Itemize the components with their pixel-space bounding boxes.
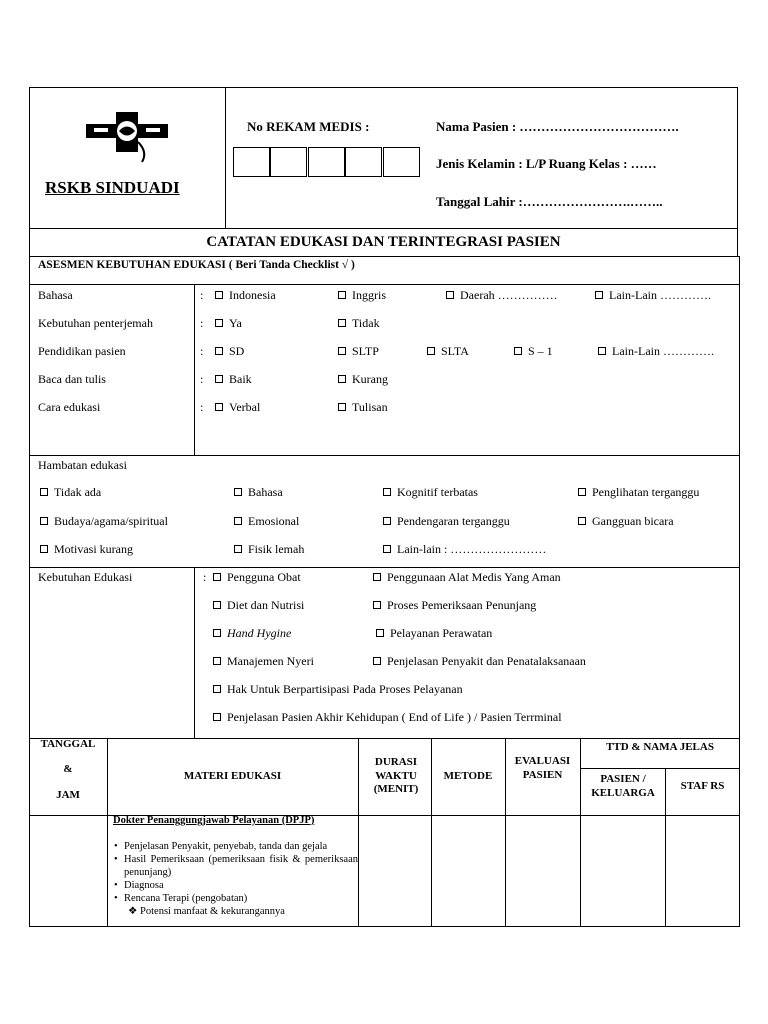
checkbox-proses-pemeriksaan[interactable]: Proses Pemeriksaan Penunjang: [373, 598, 536, 613]
asesmen-label: Pendidikan pasien: [38, 344, 126, 358]
checkbox-tulisan[interactable]: Tulisan: [338, 400, 388, 415]
checkbox-tidak[interactable]: Tidak: [338, 316, 380, 331]
checkbox-daerah[interactable]: Daerah ……………: [446, 288, 558, 303]
header-evaluasi: EVALUASI PASIEN: [514, 755, 571, 781]
checkbox-motivasi[interactable]: Motivasi kurang: [40, 542, 133, 557]
jenis-kelamin-field[interactable]: Jenis Kelamin : L/P Ruang Kelas : ……: [436, 156, 657, 171]
hospital-name: RSKB SINDUADI: [45, 178, 180, 197]
colon: :: [200, 316, 204, 330]
form-title: CATATAN EDUKASI DAN TERINTEGRASI PASIEN: [206, 234, 561, 250]
checkbox-diet[interactable]: Diet dan Nutrisi: [213, 598, 304, 613]
header-divider: [225, 87, 226, 228]
list-item: • Hasil Pemeriksaan (pemeriksaan fisik & pemeriksaan penunjang): [114, 853, 358, 879]
col-line: [580, 738, 581, 927]
checkbox-lain-lain-bahasa[interactable]: Lain-Lain ………….: [595, 288, 711, 303]
rekam-medis-box[interactable]: [270, 147, 307, 177]
list-item: • Diagnosa: [114, 879, 358, 892]
tanggal-lahir-field[interactable]: Tanggal Lahir :…………………….……..: [436, 194, 663, 209]
hambatan-label: Hambatan edukasi: [38, 458, 127, 472]
checkbox-pelayanan-perawatan[interactable]: Pelayanan Perawatan: [376, 626, 492, 641]
checkbox-penjelasan-penyakit[interactable]: Penjelasan Penyakit dan Penatalaksanaan: [373, 654, 586, 669]
checkbox-kurang[interactable]: Kurang: [338, 372, 388, 387]
list-item: • Rencana Terapi (pengobatan): [114, 892, 358, 905]
checkbox-gangguan-bicara[interactable]: Gangguan bicara: [578, 514, 674, 529]
header-ttd: TTD & NAMA JELAS: [606, 741, 714, 754]
checkbox-bahasa-hambatan[interactable]: Bahasa: [234, 485, 283, 500]
checkbox-inggris[interactable]: Inggris: [338, 288, 386, 303]
hospital-logo-icon: [86, 112, 168, 164]
rekam-medis-box[interactable]: [233, 147, 270, 177]
checkbox-kognitif[interactable]: Kognitif terbatas: [383, 485, 478, 500]
asesmen-label: Baca dan tulis: [38, 372, 106, 386]
checkbox-lain-lain-pendidikan[interactable]: Lain-Lain ………….: [598, 344, 714, 359]
header-materi: MATERI EDUKASI: [183, 769, 282, 782]
checkbox-budaya[interactable]: Budaya/agama/spiritual: [40, 514, 168, 529]
header-durasi: DURASI WAKTU (MENIT): [373, 755, 419, 796]
header-amp: &: [63, 763, 73, 775]
checkbox-manajemen-nyeri[interactable]: Manajemen Nyeri: [213, 654, 314, 669]
header-pasien-keluarga: PASIEN / KELUARGA: [591, 773, 655, 799]
checkbox-s1[interactable]: S – 1: [514, 344, 553, 359]
kebutuhan-divider: [194, 567, 195, 739]
checkbox-pengguna-obat[interactable]: Pengguna Obat: [213, 570, 301, 585]
dpjp-subitem: ❖ Potensi manfaat & kekurangannya: [128, 906, 285, 917]
diamond-bullet-icon: ❖: [128, 906, 138, 917]
checkbox-verbal[interactable]: Verbal: [215, 400, 260, 415]
checkbox-ya[interactable]: Ya: [215, 316, 242, 331]
rekam-medis-box[interactable]: [308, 147, 345, 177]
asesmen-header: ASESMEN KEBUTUHAN EDUKASI ( Beri Tanda Checklist √ ): [38, 259, 355, 271]
checkbox-fisik-lemah[interactable]: Fisik lemah: [234, 542, 304, 557]
dpjp-title: Dokter Penanggungjawab Pelayanan (DPJP): [113, 815, 315, 826]
colon: :: [200, 344, 204, 358]
asesmen-label: Bahasa: [38, 288, 73, 302]
checkbox-pendengaran[interactable]: Pendengaran terganggu: [383, 514, 510, 529]
checkbox-tidak-ada[interactable]: Tidak ada: [40, 485, 101, 500]
colon: :: [200, 372, 204, 386]
checkbox-slta[interactable]: SLTA: [427, 344, 469, 359]
list-item: • Penjelasan Penyakit, penyebab, tanda dan gejala: [114, 840, 358, 853]
checkbox-end-of-life[interactable]: Penjelasan Pasien Akhir Kehidupan ( End of Life ) / Pasien Terrminal: [213, 710, 562, 725]
checkbox-hand-hygine[interactable]: Hand Hygine: [213, 626, 291, 641]
dpjp-list: [104, 840, 358, 918]
header-jam: JAM: [56, 789, 80, 801]
checkbox-lain-lain-hambatan[interactable]: Lain-lain : ……………………: [383, 542, 546, 557]
checkbox-sd[interactable]: SD: [215, 344, 244, 359]
colon: :: [200, 288, 204, 302]
checkbox-penglihatan[interactable]: Penglihatan terganggu: [578, 485, 699, 500]
asesmen-label: Kebutuhan penterjemah: [38, 316, 153, 330]
asesmen-header-line: [29, 284, 740, 285]
checkbox-indonesia[interactable]: Indonesia: [215, 288, 276, 303]
checkbox-emosional[interactable]: Emosional: [234, 514, 299, 529]
asesmen-divider: [194, 284, 195, 456]
header-staf: STAF RS: [680, 780, 725, 793]
col-line: [358, 738, 359, 927]
checkbox-alat-medis[interactable]: Penggunaan Alat Medis Yang Aman: [373, 570, 561, 585]
rekam-medis-box[interactable]: [345, 147, 382, 177]
header-tanggal: TANGGAL: [40, 738, 96, 750]
checkbox-sltp[interactable]: SLTP: [338, 344, 379, 359]
header-bottom-line: [29, 228, 738, 229]
rekam-medis-box[interactable]: [383, 147, 420, 177]
colon: :: [203, 570, 207, 584]
kebutuhan-label: Kebutuhan Edukasi: [38, 570, 133, 584]
colon: :: [200, 400, 204, 414]
checkbox-baik[interactable]: Baik: [215, 372, 252, 387]
checkbox-hak-berpartisipasi[interactable]: Hak Untuk Berpartisipasi Pada Proses Pelayanan: [213, 682, 463, 697]
rekam-medis-label: No REKAM MEDIS :: [247, 119, 370, 134]
header-metode: METODE: [443, 769, 493, 782]
nama-pasien-field[interactable]: Nama Pasien : ……………………………….: [436, 119, 679, 134]
asesmen-label: Cara edukasi: [38, 400, 101, 414]
